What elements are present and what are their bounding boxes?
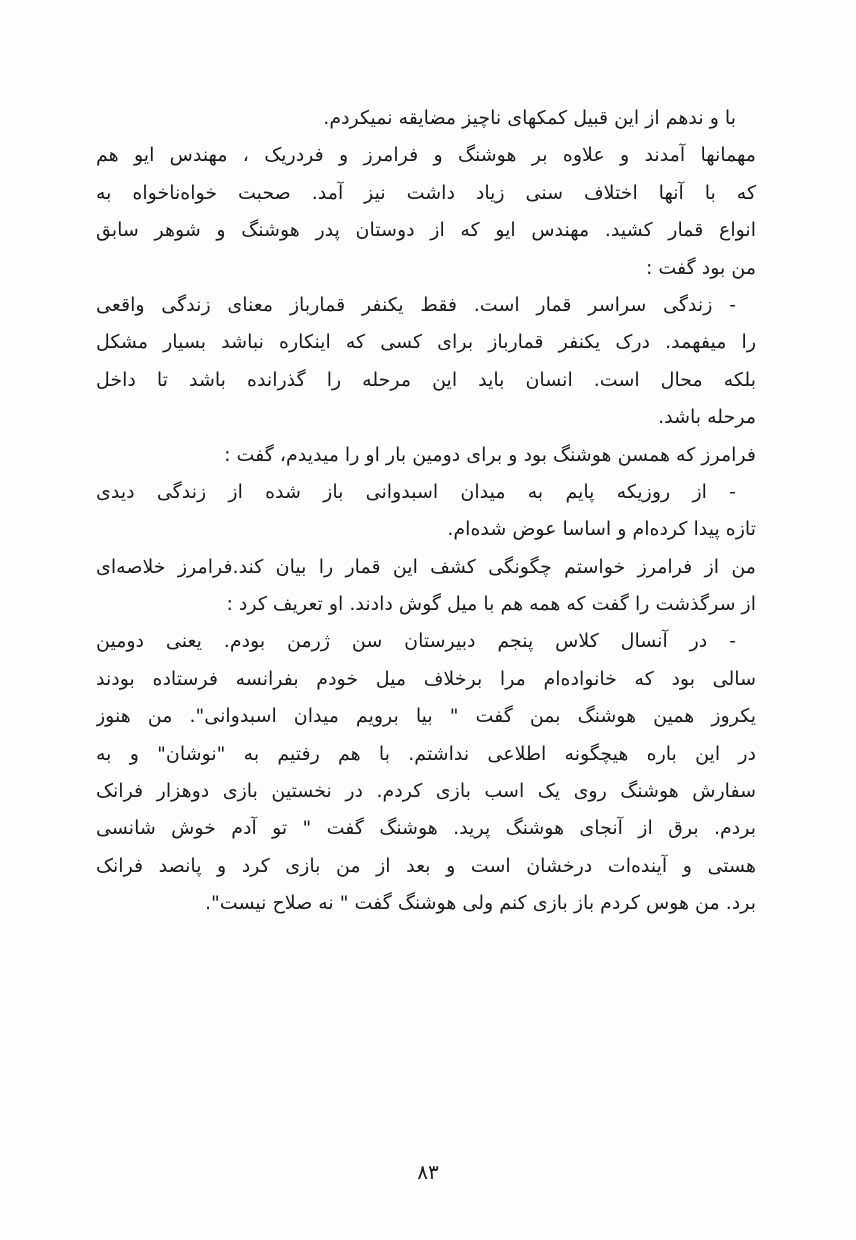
text-line: سالی بود که خانواده‌ام مرا برخلاف میل خودم بفرانسه فرستاده بودند bbox=[96, 667, 756, 690]
text-line: مهمانها آمدند و علاوه بر هوشنگ و فرامرز و فردریک ، مهندس ایو هم bbox=[96, 144, 756, 167]
text-line: یکروز همین هوشنگ بمن گفت " بیا برویم میدان اسبدوانی". من هنوز bbox=[96, 705, 756, 728]
text-line: سفارش هوشنگ روی یک اسب بازی کردم. در نخستین بازی دوهزار فرانک bbox=[96, 780, 756, 803]
text-line: را میفهمد. درک یکنفر قمارباز برای کسی که اینکاره نباشد بسیار مشکل bbox=[96, 331, 756, 354]
text-line: در این باره هیچگونه اطلاعی نداشتم. با هم رفتیم به "نوشان" و به bbox=[96, 742, 756, 765]
text-line: هستی و آینده‌ات درخشان است و بعد از من بازی کرد و پانصد فرانک bbox=[96, 854, 756, 877]
body-text bbox=[96, 100, 756, 923]
text-line: مرحله باشد. bbox=[658, 406, 756, 429]
text-line: برد. من هوس کردم باز بازی کنم ولی هوشنگ گفت " نه صلاح نیست". bbox=[205, 892, 756, 915]
text-line: من بود گفت : bbox=[645, 256, 756, 279]
text-line: من از فرامرز خواستم چگونگی کشف این قمار را بیان کند.فرامرز خلاصه‌ای bbox=[96, 555, 756, 578]
text-line: - از روزیکه پایم به میدان اسبدوانی باز شده از زندگی دیدی bbox=[96, 480, 736, 503]
page-number: ۸۳ bbox=[417, 1160, 439, 1184]
text-line: بلکه محال است. انسان باید این مرحله را گذرانده باشد تا داخل bbox=[96, 368, 756, 391]
text-line: بردم. برق از آنجای هوشنگ پرید. هوشنگ گفت " تو آدم خوش شانسی bbox=[96, 817, 756, 840]
text-line: فرامرز که همسن هوشنگ بود و برای دومین بار او را میدیدم، گفت : bbox=[224, 443, 756, 466]
text-line: انواع قمار کشید. مهندس ایو که از دوستان پدر هوشنگ و شوهر سابق bbox=[96, 219, 756, 242]
text-line: با و ندهم از این قبیل کمکهای ناچیز مضایقه نمیکردم. bbox=[323, 107, 736, 129]
text-line: که با آنها اختلاف سنی زیاد داشت نیز آمد. صحبت خواه‌ناخواه به bbox=[96, 181, 756, 204]
text-line: از سرگذشت را گفت که همه هم با میل گوش دادند. او تعریف کرد : bbox=[226, 593, 756, 616]
text-line: تازه پیدا کرده‌ام و اساسا عوض شده‌ام. bbox=[447, 518, 756, 541]
text-line: - در آنسال کلاس پنجم دبیرستان سن ژرمن بودم. یعنی دومین bbox=[96, 630, 736, 653]
text-line: - زندگی سراسر قمار است. فقط یکنفر قمارباز معنای زندگی واقعی bbox=[96, 293, 736, 316]
